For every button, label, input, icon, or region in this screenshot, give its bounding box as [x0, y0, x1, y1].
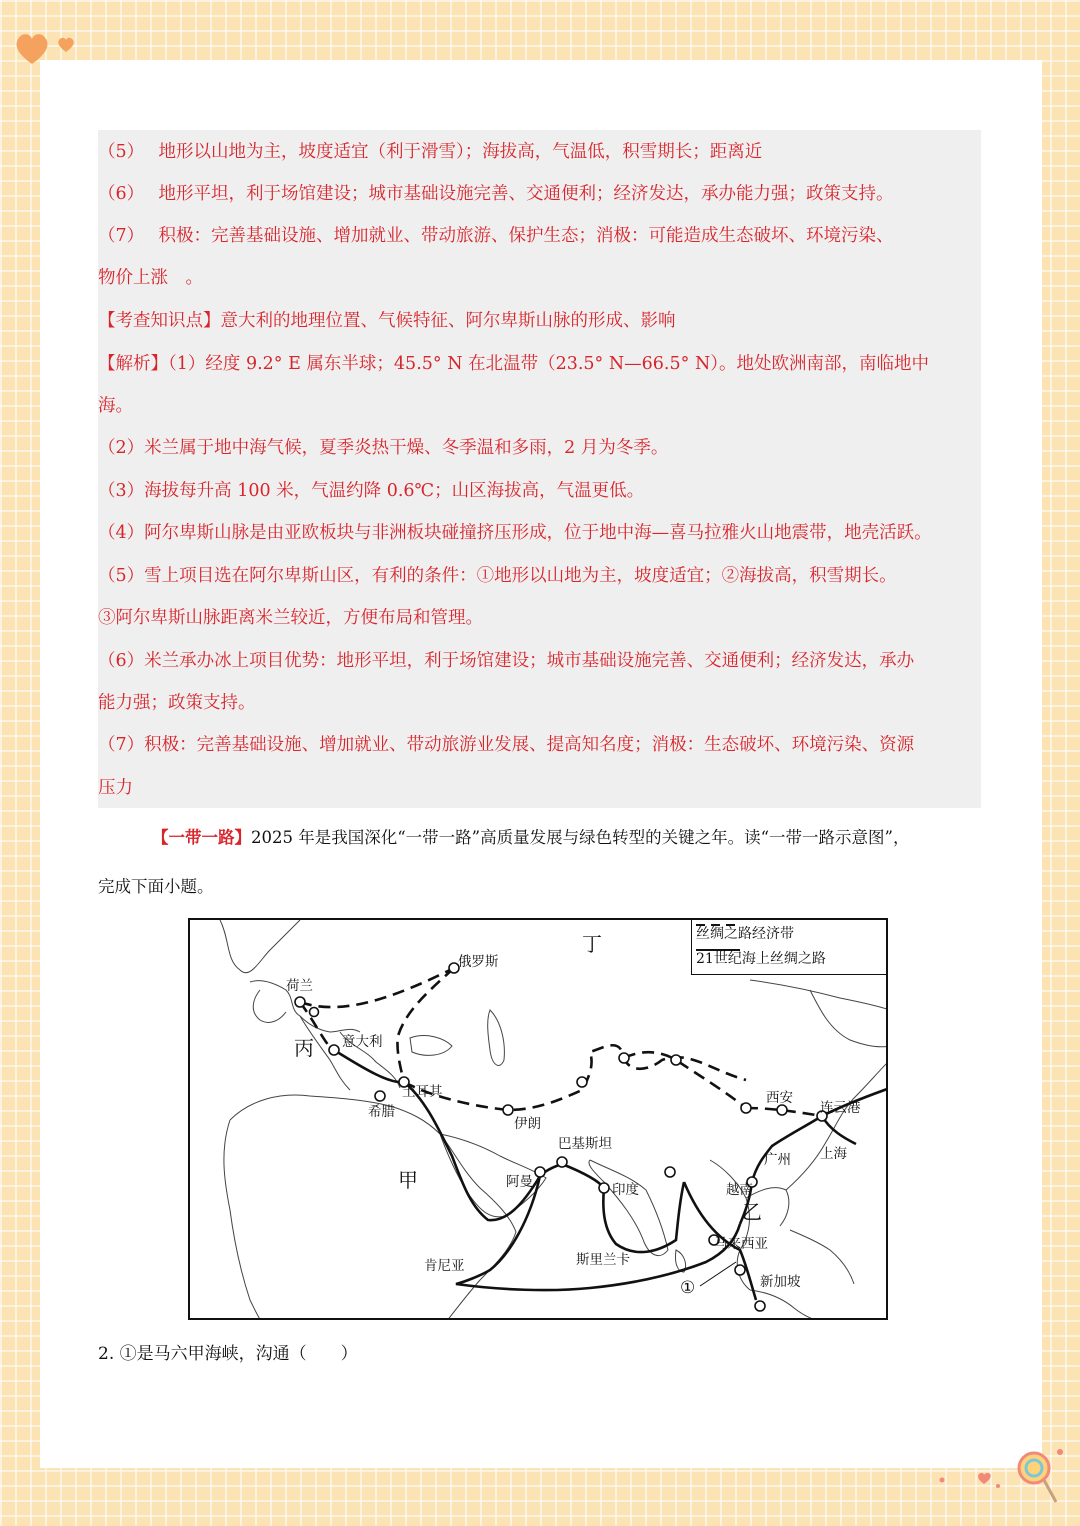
- label-iran: 伊朗: [514, 1116, 541, 1132]
- analysis-line-6: （6）米兰承办冰上项目优势：地形平坦，利于场馆建设；城市基础设施完善、交通便利；经济发达，承办: [98, 651, 915, 671]
- label-guangzhou: 广州: [764, 1152, 791, 1168]
- answer-line-5: （5） 地形以山地为主，坡度适宜（利于滑雪）；海拔高，气温低，积雪期长；距离近: [98, 142, 763, 162]
- legend-row-belt: [696, 922, 794, 946]
- legend-maritime-label: 21世纪海上丝绸之路: [696, 951, 826, 967]
- label-greece: 希腊: [368, 1104, 395, 1120]
- label-xian: 西安: [766, 1090, 793, 1106]
- analysis-line-7-cont: 压力: [98, 778, 133, 798]
- analysis-line-5-cont: ③阿尔卑斯山脉距离米兰较近，方便布局和管理。: [98, 608, 483, 628]
- legend-row-maritime: [696, 947, 826, 971]
- belt-and-road-map: [188, 918, 888, 1320]
- intro-text: 2025 年是我国深化“一带一路”高质量发展与绿色转型的关键之年。读“一带一路示意图”，: [251, 828, 910, 847]
- intro-line-2: 完成下面小题。: [98, 877, 214, 896]
- intro-line-1: [152, 825, 909, 851]
- analysis-line-7: （7）积极：完善基础设施、增加就业、带动旅游业发展、提高知名度；消极：生态破坏、环境污染、资源: [98, 735, 915, 755]
- label-singapore: 新加坡: [760, 1274, 801, 1290]
- label-lianyungang: 连云港: [820, 1100, 861, 1116]
- region-yi: 乙: [742, 1200, 762, 1224]
- label-sri-lanka: 斯里兰卡: [576, 1252, 630, 1268]
- lollipop-decoration-icon: [1012, 1446, 1072, 1506]
- label-vietnam: 越南: [726, 1182, 753, 1198]
- small-hearts-decoration-icon: [936, 1466, 1006, 1490]
- label-netherlands: 荷兰: [286, 978, 313, 994]
- answer-line-7: （7） 积极：完善基础设施、增加就业、带动旅游、保护生态；消极：可能造成生态破坏、环境污染、: [98, 226, 894, 246]
- region-bing: 丙: [294, 1036, 314, 1060]
- label-india: 印度: [612, 1182, 639, 1198]
- label-italy: 意大利: [342, 1034, 383, 1050]
- analysis-line-4: （4）阿尔卑斯山脉是由亚欧板块与非洲板块碰撞挤压形成，位于地中海—喜马拉雅火山地震带，地壳活跃。: [98, 523, 932, 543]
- answer-line-7-cont: 物价上涨 。: [98, 268, 203, 288]
- label-turkey: 土耳其: [402, 1084, 443, 1100]
- label-pakistan: 巴基斯坦: [558, 1136, 612, 1152]
- label-russia: 俄罗斯: [458, 954, 499, 970]
- analysis-line-6-cont: 能力强；政策支持。: [98, 693, 256, 713]
- label-kenya: 肯尼亚: [424, 1258, 465, 1274]
- analysis-line-1-cont: 海。: [98, 396, 133, 416]
- label-uae: 阿曼: [506, 1174, 533, 1190]
- analysis-line-5: （5）雪上项目选在阿尔卑斯山区，有利的条件：①地形以山地为主，坡度适宜；②海拔高，积雪期长。: [98, 566, 897, 586]
- label-shanghai: 上海: [820, 1146, 847, 1162]
- heart-decoration-icon: [12, 28, 82, 68]
- analysis-line-1: 【解析】（1）经度 9.2° E 属东半球；45.5° N 在北温带（23.5° N—66.5° N）。地处欧洲南部，南临地中: [98, 354, 930, 374]
- label-malaysia: 马来西亚: [714, 1236, 768, 1252]
- analysis-line-2: （2）米兰属于地中海气候，夏季炎热干燥、冬季温和多雨，2 月为冬季。: [98, 438, 669, 458]
- legend-belt-label: 丝绸之路经济带: [696, 926, 794, 942]
- question-2: 2. ①是马六甲海峡，沟通（ ）: [98, 1344, 358, 1364]
- knowledge-points: 【考查知识点】意大利的地理位置、气候特征、阿尔卑斯山脉的形成、影响: [98, 311, 676, 331]
- solid-line-swatch: [696, 947, 740, 953]
- strait-marker-1: ①: [680, 1278, 696, 1298]
- intro-tag: 【一带一路】: [152, 828, 251, 847]
- region-ding: 丁: [582, 932, 602, 956]
- region-jia: 甲: [398, 1168, 418, 1192]
- analysis-line-3: （3）海拔每升高 100 米，气温约降 0.6℃；山区海拔高，气温更低。: [98, 481, 645, 501]
- dashed-line-swatch: [696, 922, 740, 928]
- answer-line-6: （6） 地形平坦，利于场馆建设；城市基础设施完善、交通便利；经济发达，承办能力强；政策支持。: [98, 184, 894, 204]
- map-legend: [691, 920, 886, 975]
